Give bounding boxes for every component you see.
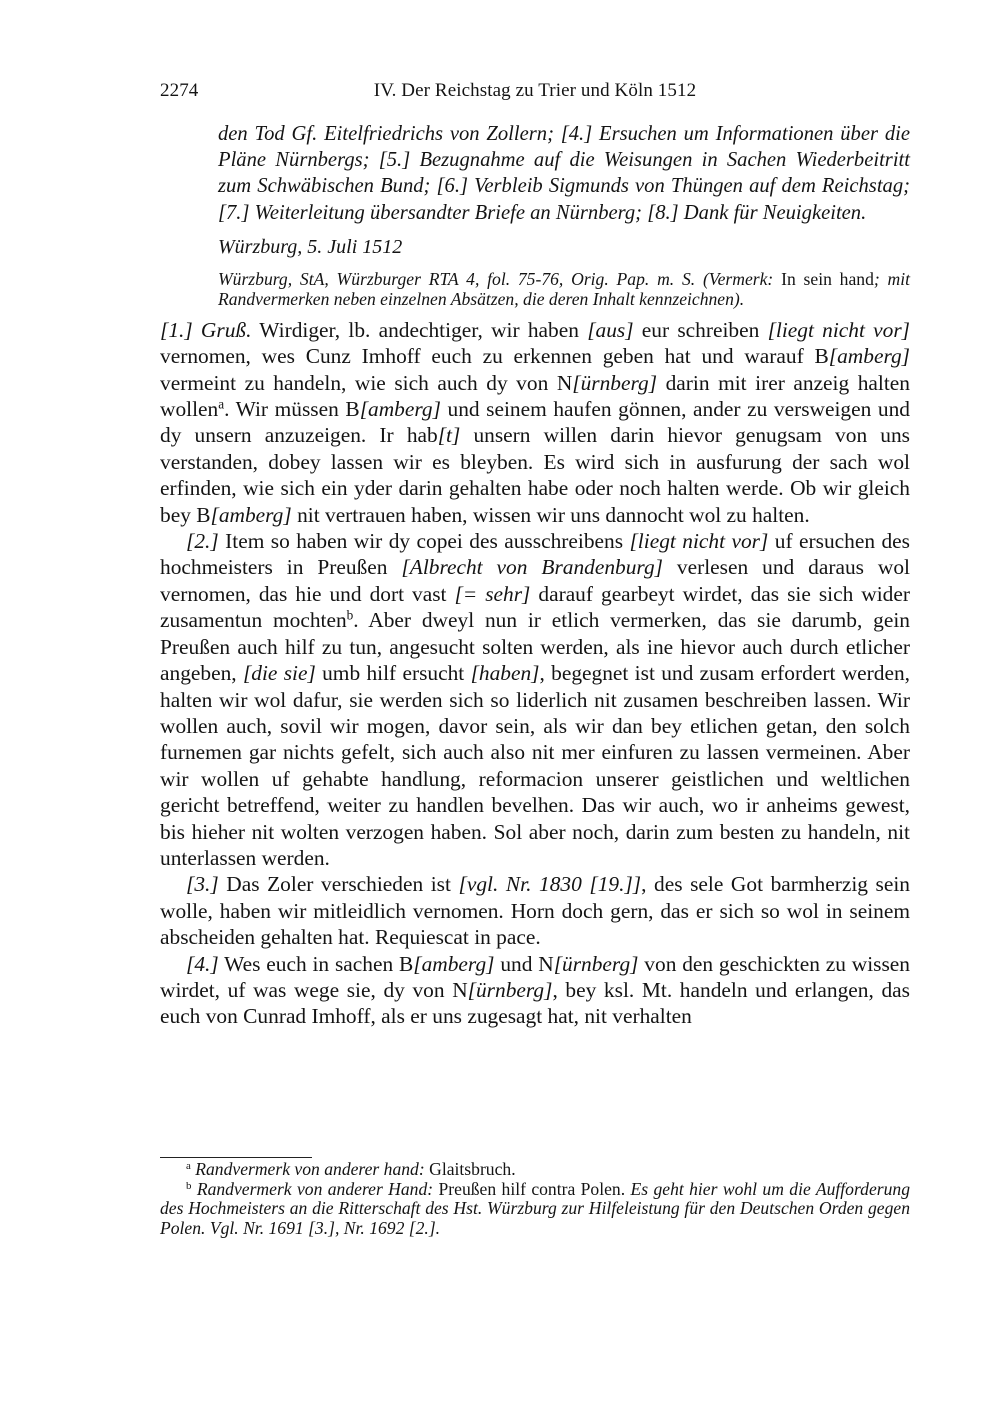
source-note (218, 269, 910, 310)
text: und N (494, 951, 554, 976)
editorial-insert: [die sie] (242, 661, 316, 686)
editorial-insert: [haben] (470, 661, 540, 686)
text: , des sele Got barmherzig sein wolle, haben wir mitleidlich vernomen. Horn doch gern, das er sich so wol in seinem abscheiden gehalten hat. Requiescat in pace. (160, 872, 911, 950)
dateline: Würzburg, 5. Juli 1512 (218, 235, 403, 258)
source-description: ; mit Randvermerken neben einzelnen Absätzen, die deren Inhalt kennzeichnen). (218, 268, 911, 310)
footnote-lead: Randvermerk von anderer Hand: (196, 1178, 434, 1199)
section-marker: [1.] Gruß. (160, 317, 252, 342)
text: darin mit irer anzeig halten wollen (160, 370, 910, 422)
text: Item so haben wir dy copei des ausschreibens (218, 529, 630, 554)
text: vermeint zu handeln, wie sich auch dy von N (160, 370, 573, 395)
editorial-insert: [t] (437, 423, 461, 448)
editorial-insert: [= sehr] (454, 581, 531, 606)
editorial-insert: [Albrecht von Brandenburg] (401, 555, 663, 580)
text: nit vertrauen haben, wissen wir uns dannocht wol zu halten. (291, 502, 810, 527)
text: umb hilf ersucht (315, 661, 471, 686)
section-marker: [3.] (186, 872, 219, 897)
text: . Aber dweyl nun ir etlich vermerken, das sie darumb, gein Preußen auch hilf zu tun, angesucht solten werden, als ine hievor auch durch etlicher angeben, (160, 608, 910, 686)
source-archive: Würzburg, StA, Würzburger RTA 4, fol. 75-76, Orig. Pap. m. S. (Vermerk: (218, 268, 774, 289)
footnote-a (160, 1160, 910, 1180)
paragraph-4 (160, 951, 910, 1030)
editorial-insert: [liegt nicht vor] (629, 529, 769, 554)
editorial-insert: [aus] (587, 317, 634, 342)
text: , begegnet ist und zusam erfordert werden, halten wir wol dafur, sie werden sich so liderlich nit zusamen beschreiben lassen. Wir wollen auch, sovil wir mogen, davor sein, als wir dan bey etlichen getan, den solch furnemen gar nichts gefelt, sich auch also nit mer einfuren zu lassen vermeinen. Aber wir wollen uf gehabte handlung, reformacion unserer geistlichen und weltlichen gericht betreffend, weiter zu handlen bevelhen. Das wir auch, wo ir anheims gewest, bis hieher nit wolten verzogen haben. Sol aber noch, darin zum besten zu handeln, nit unterlassen werden. (160, 661, 910, 870)
text: , bey ksl. Mt. handeln und erlangen, das euch von Cunrad Imhoff, als er uns zugesagt hat, nit verhalten (160, 977, 910, 1029)
text: darauf gearbeyt wirdet, das sie sich wider zusamentun mochten (160, 581, 910, 633)
regest-summary: den Tod Gf. Eitelfriedrichs von Zollern; [4.] Ersuchen um Informationen über die Pläne Nürnbergs; [5.] Bezugnahme auf die Weisungen in Sachen Wiederbeitritt zum Schwäbischen Bund; [6.] Verbleib Sigmunds von Thüngen auf dem Reichstag; [7.] Weiterleitung übersandter Briefe an Nürnberg; [8.] Dank für Neuigkeiten. (218, 123, 910, 224)
letter-body (160, 317, 910, 1030)
footnote-text: Glaitsbruch. (424, 1159, 516, 1179)
footnote-mark: a (186, 1160, 191, 1172)
section-marker: [2.] (186, 529, 219, 554)
section-marker: [4.] (186, 951, 219, 976)
footnote-divider (160, 1157, 312, 1158)
text: uf ersuchen des hochmeisters in Preußen (160, 529, 910, 580)
page (160, 80, 910, 1030)
text: eur schreiben (633, 317, 768, 342)
footnotes (160, 1160, 910, 1238)
editorial-insert: [amberg] (413, 951, 495, 976)
footnote-ref-b[interactable]: b (346, 607, 354, 623)
paragraph-2 (160, 528, 910, 871)
editorial-insert: [amberg] (210, 502, 292, 527)
footnote-ref-a[interactable]: a (218, 396, 225, 412)
text: Wes euch in sachen B (218, 951, 414, 976)
text: und seinem haufen gönnen, ander zu versweigen und dy unsern anzuzeigen. Ir hab (160, 397, 910, 448)
page-number: 2274 (160, 80, 199, 101)
editorial-insert: [amberg] (828, 344, 910, 369)
editorial-insert: [ürnberg] (572, 370, 658, 395)
editorial-insert: [liegt nicht vor] (767, 317, 910, 342)
cross-reference: [vgl. Nr. 1830 [19.]] (458, 872, 642, 897)
footnote-mark: b (186, 1179, 192, 1192)
paragraph-3 (160, 871, 910, 950)
text: Wirdiger, lb. andechtiger, wir haben (251, 317, 588, 342)
running-header (160, 80, 910, 112)
footnote-text: Preußen hilf contra Polen. (433, 1178, 631, 1199)
paragraph-1 (160, 317, 910, 528)
editorial-insert: [ürnberg] (553, 951, 639, 976)
text: Das Zoler verschieden ist (218, 872, 459, 897)
editorial-insert: [amberg] (359, 397, 441, 422)
footnote-comment: Es geht hier wohl um die Aufforderung des Hochmeisters an die Ritterschaft des Hst. Würzburg zur Hilfeleistung für den Deutschen Orden gegen Polen. Vgl. Nr. 1691 [3.], Nr. 1692 [2.]. (160, 1178, 910, 1238)
text: vernomen, wes Cunz Imhoff euch zu erkennen geben hat und warauf B (160, 344, 829, 369)
footnote-b (160, 1180, 910, 1239)
running-title: IV. Der Reichstag zu Trier und Köln 1512 (373, 80, 697, 101)
editorial-insert: [ürnberg] (467, 977, 553, 1002)
source-vermerk: In sein hand (781, 268, 874, 289)
text: verlesen und daraus wol vernomen, das hie und dort vast (160, 555, 911, 606)
text: . Wir müssen B (224, 397, 360, 422)
text: von den geschickten zu wissen wirdet, uf was wege sie, dy von N (160, 951, 910, 1002)
footnote-lead: Randvermerk von anderer hand: (195, 1159, 425, 1179)
text: unsern willen darin hievor genugsam von uns verstanden, dobey lassen wir es bleyben. Es wird sich in ausfurung der sach wol erfinden, wie sich ein yder darin gehalten habe oder noch halten werde. Ob wir gleich bey B (160, 423, 911, 527)
